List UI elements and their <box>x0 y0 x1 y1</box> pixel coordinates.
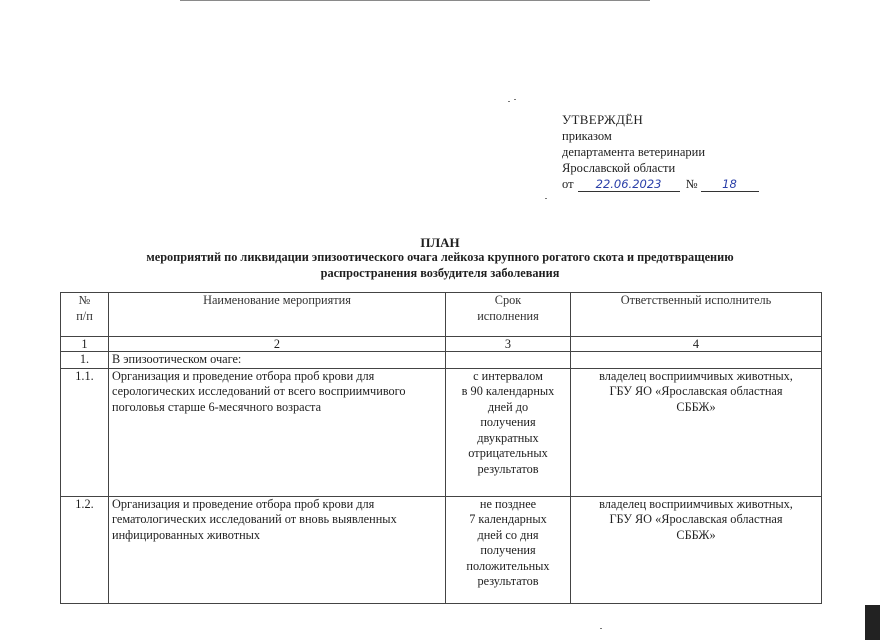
approval-line: приказом <box>562 129 612 143</box>
column-number: 3 <box>446 337 571 352</box>
row-term <box>446 496 571 603</box>
header-name-text: Наименование мероприятия <box>203 293 351 307</box>
handwritten-number: 18 <box>701 178 759 192</box>
header-number <box>61 293 109 337</box>
column-number: 2 <box>109 337 446 352</box>
row-activity: Организация и проведение отбора проб крови для серологических исследований от всего восприимчивого поголовья старше 6-месячного возраста <box>109 368 446 496</box>
subtitle-line: распространения возбудителя заболевания <box>320 265 560 280</box>
column-number: 1 <box>61 337 109 352</box>
row-executor <box>571 496 822 603</box>
column-number-row <box>61 337 822 352</box>
handwritten-date: 22.06.2023 <box>578 178 680 192</box>
scan-edge-mark <box>865 605 880 640</box>
number-label: № <box>685 177 698 191</box>
header-executor <box>571 293 822 337</box>
scan-speck <box>545 198 547 199</box>
row-activity: Организация и проведение отбора проб крови для гематологических исследований от вновь выявленных инфицированных животных <box>109 496 446 603</box>
table-header-row <box>61 293 822 337</box>
document-subtitle <box>0 250 880 281</box>
subtitle-line: мероприятий по ликвидации эпизоотического очага лейкоза крупного рогатого скота и предотвращению <box>146 250 734 264</box>
row-term-text: не позднее 7 календарных дней со дня получения положительных результатов <box>466 496 550 588</box>
approval-title: УТВЕРЖДЁН <box>562 112 644 127</box>
empty-cell <box>571 352 822 369</box>
row-index: 1.1. <box>61 368 109 496</box>
scan-speck <box>600 628 602 629</box>
column-number: 4 <box>571 337 822 352</box>
scan-speck <box>514 99 516 100</box>
header-name <box>109 293 446 337</box>
approval-line: Ярославской области <box>562 161 676 175</box>
section-name: В эпизоотическом очаге: <box>109 352 446 369</box>
row-executor-text: владелец восприимчивых животных, ГБУ ЯО «Ярославская областная СББЖ» <box>599 496 793 542</box>
row-index: 1.2. <box>61 496 109 603</box>
table-row <box>61 496 822 603</box>
header-term-text: Срок исполнения <box>477 293 539 323</box>
row-executor-text: владелец восприимчивых животных, ГБУ ЯО «Ярославская областная СББЖ» <box>599 368 793 414</box>
section-row <box>61 352 822 369</box>
date-prefix: от <box>562 177 574 191</box>
plan-table <box>60 292 822 604</box>
row-executor <box>571 368 822 496</box>
scan-speck <box>508 101 510 102</box>
header-term <box>446 293 571 337</box>
row-term-text: с интервалом в 90 календарных дней до получения двукратных отрицательных результатов <box>461 368 555 476</box>
row-term <box>446 368 571 496</box>
approval-stamp <box>562 112 759 192</box>
approval-date-number <box>562 176 759 192</box>
header-executor-text: Ответственный исполнитель <box>620 293 772 307</box>
scan-top-edge <box>180 0 650 1</box>
approval-line: департамента ветеринарии <box>562 145 706 159</box>
table-row <box>61 368 822 496</box>
header-number-text: № п/п <box>76 293 93 323</box>
section-index: 1. <box>61 352 109 369</box>
document-title: ПЛАН <box>420 235 460 250</box>
empty-cell <box>446 352 571 369</box>
